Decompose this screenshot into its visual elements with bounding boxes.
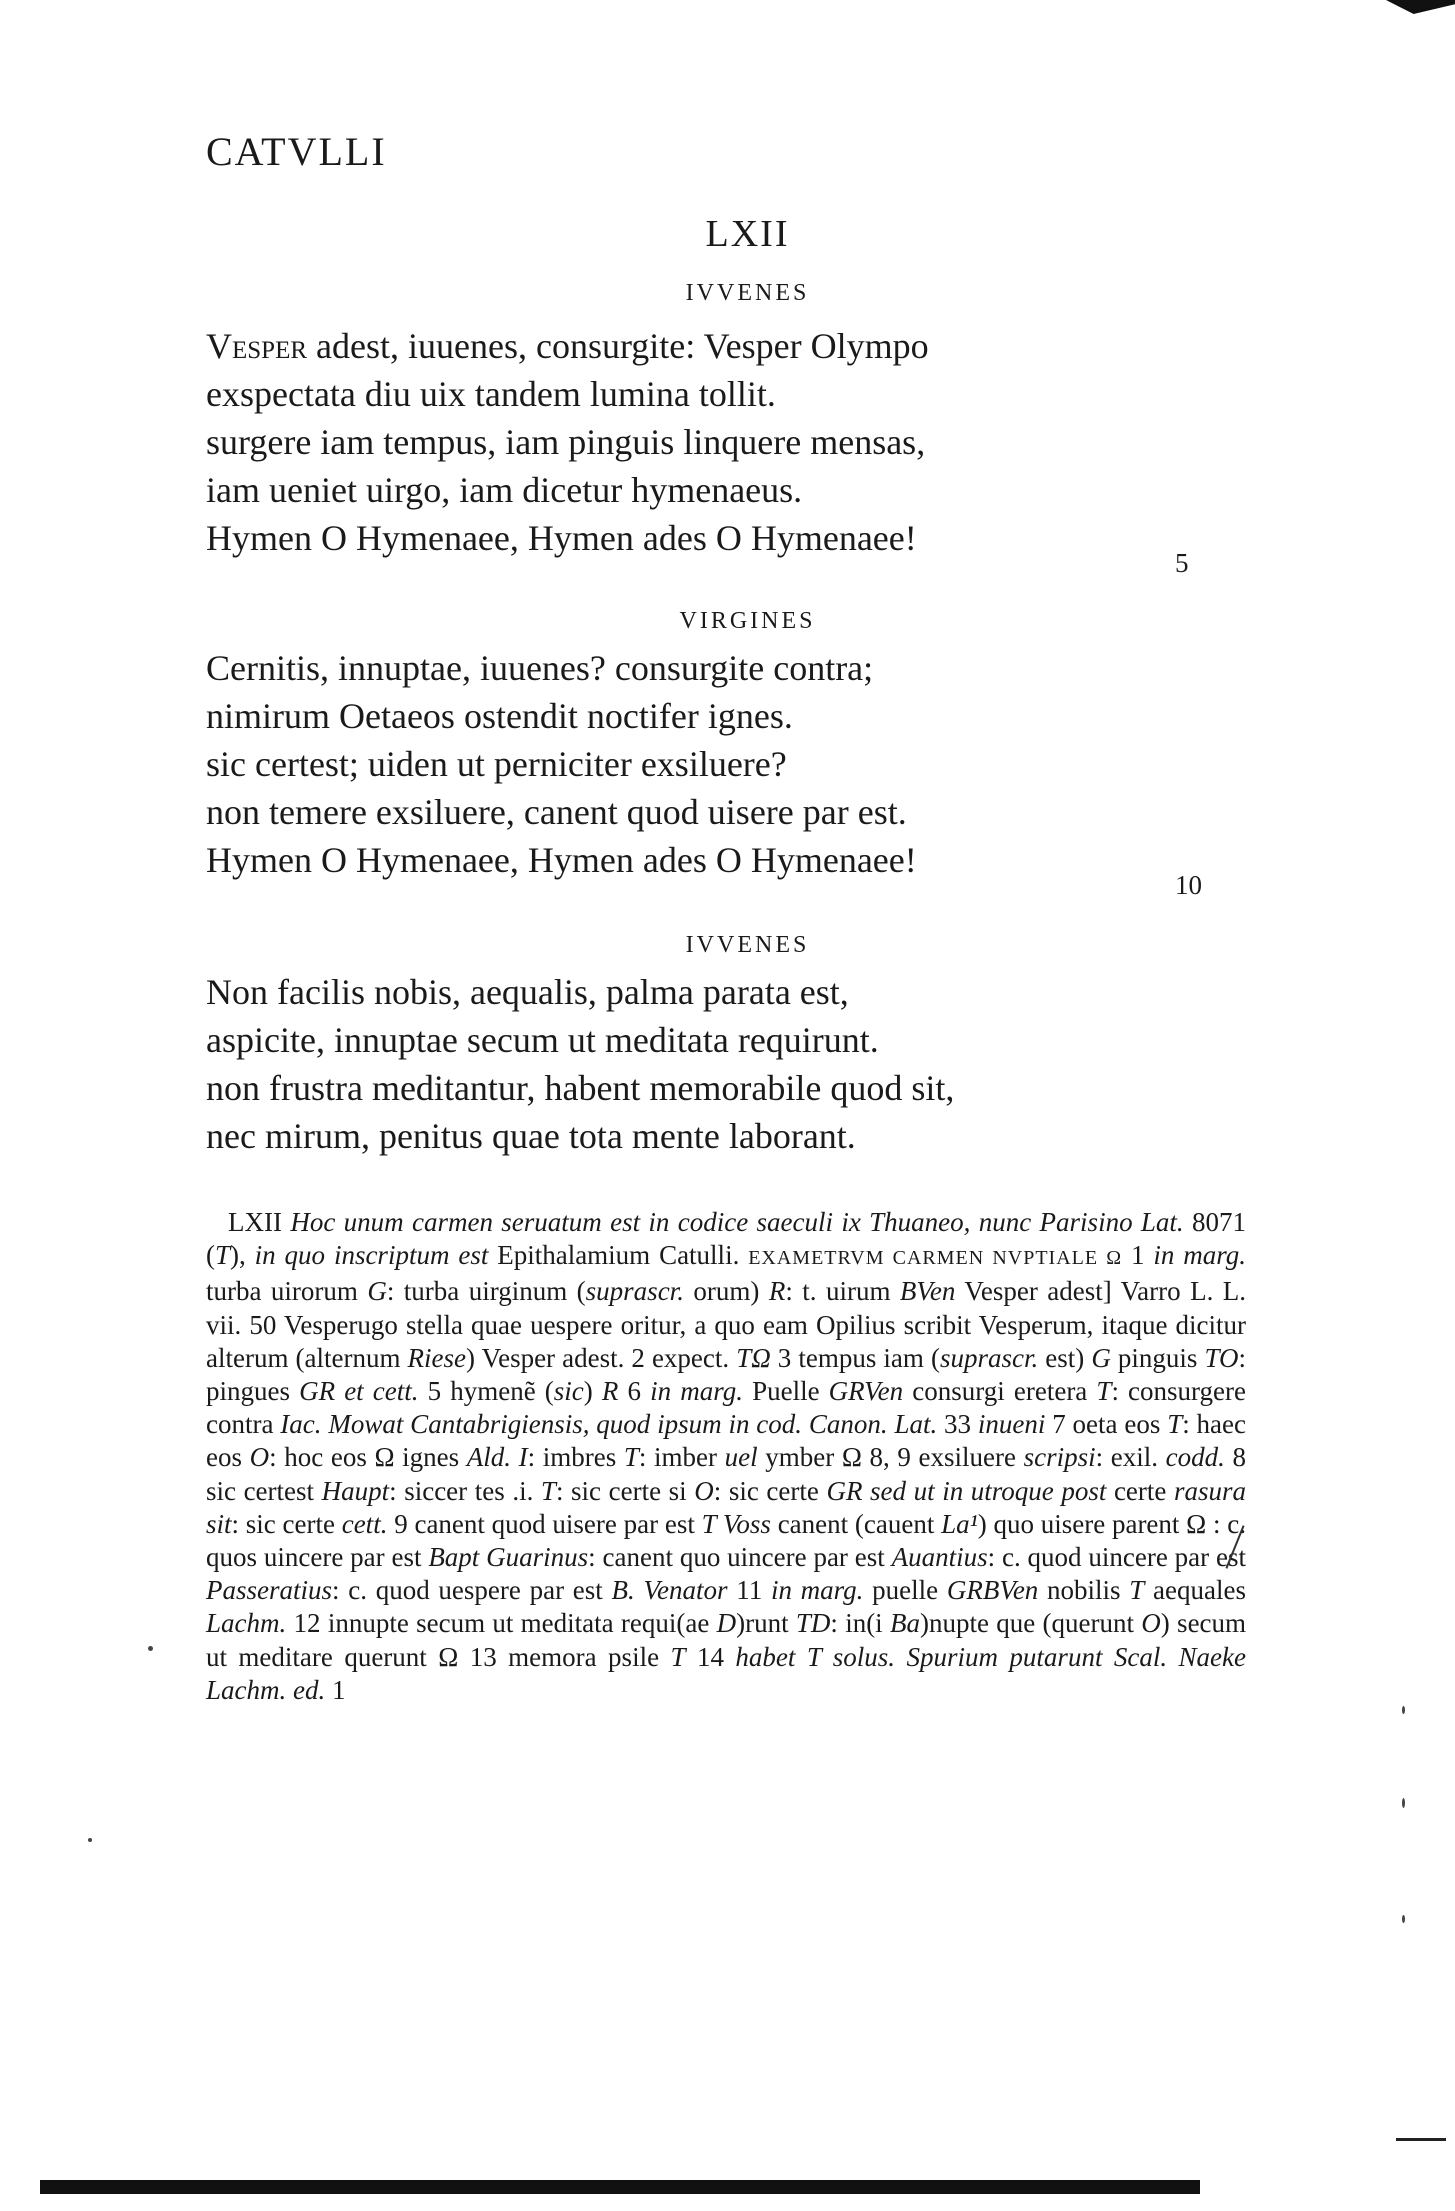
note-text: : sic certe si (555, 1475, 695, 1506)
note-text: : sic certe (713, 1475, 827, 1506)
note-text: aequales (1144, 1575, 1246, 1606)
note-text: Vesper adest] Varro L. L. vii. 50 Vesperugo stella quae uespere oritur, a quo eam Opilius scribit Vesperum, itaque dicitur alterum (alternum (206, 1276, 1247, 1373)
verse-line-7: nimirum Oetaeos ostendit noctifer ignes. (206, 696, 793, 736)
note-italic: GR sed ut in utroque post (826, 1475, 1107, 1506)
note-siglum: R (768, 1276, 786, 1307)
note-siglum: O (694, 1475, 714, 1506)
note-text: : imbres (527, 1442, 624, 1473)
note-text: est) (1038, 1342, 1092, 1373)
note-siglum: T (1096, 1376, 1112, 1407)
note-siglum: La¹ (941, 1508, 978, 1539)
verse-line-10: Hymen O Hymenaee, Hymen ades O Hymenaee! (206, 840, 917, 880)
corner-scan-mark (1386, 0, 1455, 14)
note-italic: B. Venator (611, 1575, 728, 1606)
running-head: CATVLLI (206, 129, 387, 174)
note-siglum: GRBVen (946, 1575, 1039, 1606)
note-text: ) (583, 1376, 602, 1407)
note-text: 1 (325, 1674, 346, 1705)
note-siglum: O (1141, 1608, 1161, 1639)
note-text: : in(i (830, 1608, 890, 1639)
verse-line-9: non temere exsiluere, canent quod uisere par est. (206, 792, 907, 832)
note-text: : pingues (206, 1342, 1247, 1407)
note-siglum: GRVen (828, 1376, 904, 1407)
note-italic: Passeratius (206, 1575, 333, 1606)
note-siglum: G (367, 1276, 387, 1307)
verse-line-13: non frustra meditantur, habent memorabile quod sit, (206, 1068, 955, 1108)
note-text: ), (230, 1240, 255, 1271)
poem-number: LXII (705, 213, 790, 255)
note-text: 7 oeta eos (1045, 1409, 1168, 1440)
note-text: : haec eos (206, 1409, 1247, 1473)
verse-line-1 (206, 322, 1266, 370)
note-text: 12 innupte secum ut meditata requi(ae (286, 1608, 717, 1639)
verse-line-4: iam ueniet uirgo, iam dicetur hymenaeus. (206, 470, 803, 510)
note-siglum: T (1129, 1575, 1145, 1606)
note-text: canent (cauent (770, 1508, 942, 1539)
note-text: : hoc eos Ω ignes (269, 1442, 467, 1473)
note-text: certe (1106, 1475, 1174, 1506)
note-text: : sic certe (231, 1508, 342, 1539)
scan-speck (1402, 1706, 1405, 1714)
note-italic: suprascr. (585, 1276, 684, 1307)
note-text: Puelle (742, 1376, 829, 1407)
note-line-ref: 14 (685, 1641, 736, 1672)
note-text: 3 tempus iam ( (770, 1342, 940, 1373)
note-inscription: EXAMETRVM CARMEN NVPTIALE Ω (748, 1247, 1123, 1270)
note-italic: sic (553, 1376, 584, 1407)
note-italic: inueni (977, 1409, 1046, 1440)
scan-speck (148, 1646, 153, 1651)
note-italic: Lachm. (206, 1608, 287, 1639)
note-text: ymber Ω 8, 9 exsiluere (757, 1442, 1024, 1473)
speaker-label-iuuenes-1: IVVENES (685, 280, 810, 306)
note-siglum: T (215, 1240, 231, 1271)
note-text: : c. quod uespere par est (332, 1575, 612, 1606)
note-italic: habet T solus. Spurium putarunt Scal. Naeke Lachm. ed. (206, 1641, 1247, 1705)
verse-line-6: Cernitis, innuptae, iuuenes? consurgite contra; (206, 648, 874, 688)
note-text: ) quo uisere parent Ω : c. quos uincere par est (206, 1508, 1246, 1573)
note-text: : exil. (1095, 1442, 1166, 1473)
note-siglum: T (540, 1475, 556, 1506)
note-italic: uel (724, 1442, 758, 1473)
note-siglum: T (670, 1641, 686, 1672)
note-text: ) secum ut meditare querunt Ω 13 memora psile (206, 1608, 1247, 1672)
note-italic: Haupt (321, 1475, 390, 1506)
note-text: puelle (863, 1575, 947, 1606)
note-text: : siccer tes .i. (389, 1475, 541, 1506)
note-poem-ref: LXII (228, 1207, 282, 1237)
note-siglum: GR et cett. (299, 1376, 419, 1407)
note-text: : imber (638, 1442, 725, 1473)
note-italic: Hoc unum carmen seruatum est in codice saeculi ix Thuaneo, nunc Parisino Lat. (290, 1207, 1184, 1237)
note-text: 8071 ( (206, 1207, 1247, 1271)
note-italic: in marg. (770, 1575, 864, 1606)
note-text: : t. uirum (785, 1276, 900, 1307)
note-siglum: R (601, 1376, 619, 1407)
line-number-10: 10 (1175, 870, 1202, 900)
note-siglum: T (623, 1442, 639, 1473)
verse-initial-word: Vesper (206, 326, 308, 366)
note-italic: Iac. Mowat Cantabrigiensis, quod ipsum in cod. Canon. Lat. (280, 1409, 938, 1440)
note-siglum: O (249, 1442, 270, 1473)
note-text: )runt (736, 1608, 796, 1639)
verse-line-8: sic certest; uiden ut perniciter exsiluere? (206, 744, 787, 784)
note-siglum: TD (795, 1608, 831, 1639)
note-italic: scripsi (1023, 1442, 1096, 1473)
scan-speck (88, 1838, 92, 1842)
verse-line-14: nec mirum, penitus quae tota mente laborant. (206, 1116, 856, 1156)
note-italic: in quo inscriptum est (254, 1240, 489, 1271)
edge-scan-mark (1396, 2138, 1446, 2141)
note-text: 9 canent quod uisere par est (387, 1508, 702, 1539)
note-siglum: Ba (889, 1608, 920, 1639)
note-text: nobilis (1038, 1575, 1130, 1606)
stanza-1 (206, 322, 1266, 562)
note-text: 33 (937, 1409, 978, 1440)
note-line-ref: 11 (727, 1575, 771, 1606)
line-number-5: 5 (1175, 548, 1189, 578)
note-italic: Riese (407, 1342, 467, 1373)
note-siglum: BVen (899, 1276, 956, 1307)
note-italic: cett. (341, 1508, 388, 1539)
note-text: : c. quod uincere par est (987, 1542, 1246, 1573)
note-text: Epithalamium Catulli. (488, 1240, 749, 1271)
critical-apparatus (206, 1206, 1246, 1707)
note-text: turba uirorum (206, 1276, 368, 1307)
speaker-label-iuuenes-2: IVVENES (685, 932, 810, 958)
note-italic: in marg. (1153, 1240, 1247, 1271)
note-siglum: T (1167, 1409, 1183, 1440)
verse-line-11: Non facilis nobis, aequalis, palma parata est, (206, 972, 849, 1012)
speaker-label-virgines: VIRGINES (679, 608, 816, 634)
note-italic: rasura sit (206, 1475, 1247, 1539)
note-text: orum) (683, 1276, 769, 1307)
note-siglum: Ald. I (466, 1442, 528, 1473)
page-bottom-rule (40, 2180, 1200, 2194)
note-text: : canent quo uincere par est (588, 1542, 892, 1573)
note-italic: suprascr. (939, 1342, 1039, 1373)
verse-line-1-text: adest, iuuenes, consurgite: Vesper Olympo (307, 326, 929, 366)
note-italic: codd. (1165, 1442, 1225, 1473)
note-italic: Auantius (891, 1542, 988, 1573)
scan-speck (1402, 1915, 1405, 1923)
note-text: )nupte que (querunt (919, 1608, 1142, 1639)
verse-line-5: Hymen O Hymenaee, Hymen ades O Hymenaee! (206, 518, 917, 558)
scan-speck (1402, 1798, 1405, 1808)
note-line-ref: 6 (618, 1376, 651, 1407)
note-text: 5 hymenẽ ( (418, 1376, 554, 1407)
note-line-ref: 1 (1122, 1240, 1154, 1271)
note-siglum: TΩ (736, 1342, 771, 1373)
note-text: ) Vesper adest. 2 expect. (466, 1342, 737, 1373)
note-text: : consurgere contra (206, 1376, 1246, 1440)
verse-line-3: surgere iam tempus, iam pinguis linquere mensas, (206, 422, 926, 462)
note-siglum: TO (1204, 1342, 1239, 1373)
verse-line-12: aspicite, innuptae secum ut meditata requirunt. (206, 1020, 879, 1060)
note-siglum: D (716, 1608, 737, 1639)
stanza-2 (206, 644, 1266, 884)
note-siglum: G (1091, 1342, 1111, 1373)
note-text: 8 sic certest (206, 1442, 1246, 1506)
note-siglum: T Voss (701, 1508, 771, 1539)
note-text: : turba uirginum ( (386, 1276, 586, 1307)
apparatus-paragraph (206, 1206, 1246, 1707)
note-italic: in marg. (650, 1376, 743, 1407)
note-italic: Bapt Guarinus (428, 1542, 589, 1573)
verse-line-2: exspectata diu uix tandem lumina tollit. (206, 374, 776, 414)
note-text: pinguis (1110, 1342, 1205, 1373)
stanza-3 (206, 968, 1266, 1160)
note-text: consurgi eretera (903, 1376, 1097, 1407)
